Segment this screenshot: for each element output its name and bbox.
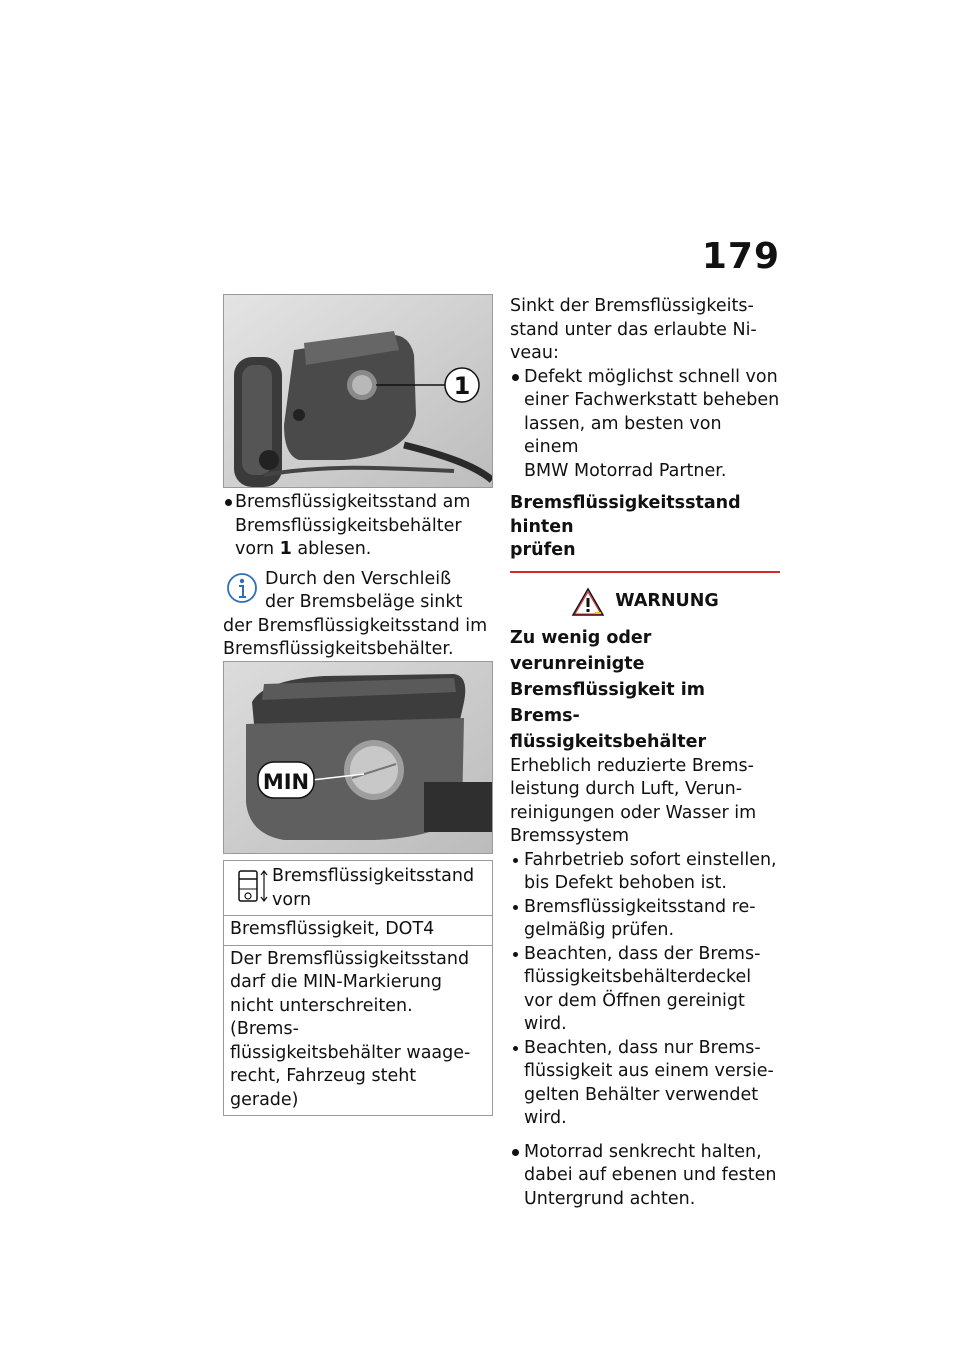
warning-box [510, 571, 780, 1131]
warning-item: Beachten, dass der Brems- flüssigkeitsbehälterdeckel vor dem Öffnen gereinigt wird. [510, 943, 780, 1037]
warning-title: WARNUNG [615, 590, 719, 611]
warning-item: Bremsflüssigkeitsstand re- gelmäßig prüfen. [510, 896, 780, 943]
warning-item: Beachten, dass nur Brems- flüssigkeit aus einem versie- gelten Behälter verwendet wird. [510, 1037, 780, 1131]
intro-text: Sinkt der Bremsflüssigkeits- stand unter das erlaubte Ni- veau: [510, 296, 757, 363]
reservoir-photo [224, 295, 492, 487]
min-marking-photo [224, 662, 492, 853]
right-column [510, 295, 780, 1211]
left-column [223, 491, 493, 662]
warning-body: Erheblich reduzierte Brems- leistung durch Luft, Verun- reinigungen oder Wasser im Bremssystem [510, 755, 757, 846]
bullet-read-level: Bremsflüssigkeitsstand am Bremsflüssigkeitsbehälter vorn 1 ablesen. [223, 491, 493, 562]
bullet-hold-upright: Motorrad senkrecht halten, dabei auf ebenen und festen Untergrund achten. [510, 1141, 780, 1212]
spec-table-header: Bremsflüssigkeitsstand vorn [224, 861, 492, 915]
spec-table-front-level [223, 860, 493, 1116]
info-note-wear: Durch den Verschleiß der Bremsbeläge sinkt der Bremsflüssigkeitsstand im Bremsflüssigkeitsbehälter. [223, 568, 488, 659]
bullet-defect: Defekt möglichst schnell von einer Fachwerkstatt beheben lassen, am besten von einem BMW Motorrad Partner. [510, 366, 780, 484]
fluid-level-icon [230, 865, 272, 909]
warning-triangle-icon [571, 587, 605, 617]
info-icon [223, 568, 261, 606]
min-label: MIN [262, 770, 310, 794]
warning-headline: Zu wenig oder verunreinigte Bremsflüssigkeit im Brems- flüssigkeitsbehälter [510, 627, 707, 752]
figure-min-marking [223, 661, 493, 854]
callout-1-label: 1 [453, 372, 471, 400]
section-heading-rear: Bremsflüssigkeitsstand hinten prüfen [510, 493, 741, 560]
warning-item: Fahrbetrieb sofort einstellen, bis Defekt behoben ist. [510, 849, 780, 896]
spec-row-fluid-type: Bremsflüssigkeit, DOT4 [224, 915, 492, 945]
spec-row-min-note: Der Bremsflüssigkeitsstand darf die MIN-Markierung nicht unterschreiten. (Brems- flüssigkeitsbehälter waage- recht, Fahrzeug steht gerade) [224, 945, 492, 1116]
figure-reservoir-callout [223, 294, 493, 488]
page-number: 179 [701, 236, 780, 277]
warning-title-row [510, 587, 780, 617]
